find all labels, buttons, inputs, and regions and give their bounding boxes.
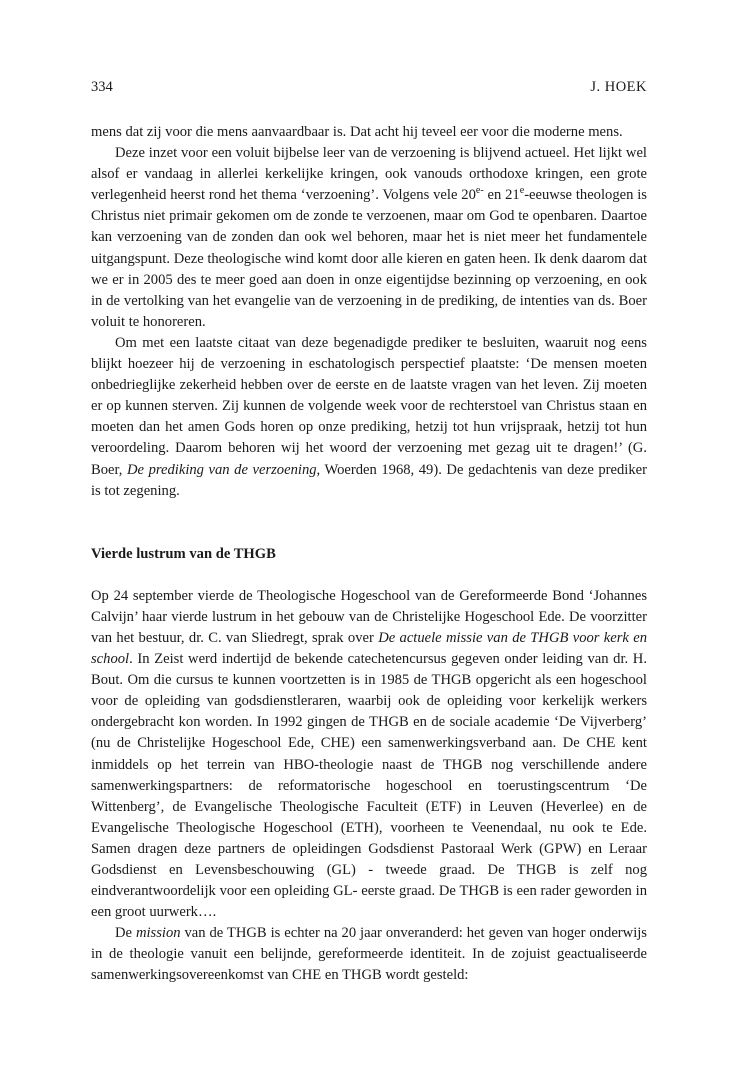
paragraph-verzoening-actueel — [91, 143, 647, 333]
paragraph-text: Om met een laatste citaat van deze begenadigde prediker te besluiten, waaruit nog eens blijkt hoezeer hij de verzoening in eschatologisch perspectief plaatste: ‘De mensen moeten onbedrieglijke zekerheid hebben over de eerste en de laatste vragen van het leven. Zij moeten er op kunnen sterven. Zij kunnen de volgende week voor de rechterstoel van Christus staan en moeten dan het amen Gods horen op onze prediking, hetzij tot hun vrijspraak, hetzij tot hun veroordeling. Daarom behoren wij het woord der verzoening met gezag uit te dragen!’ (G. Boer, — [91, 334, 647, 478]
paragraph-text: Deze inzet voor een voluit bijbelse leer van de verzoening is blijvend actueel. Het lijkt wel alsof er vandaag in allerlei kerkelijke kringen, ook vanouds orthodoxe kringen, een grote verlegenheid heerst rond het thema ‘verzoening’. Volgens vele 20 — [91, 145, 647, 204]
page-header — [91, 79, 647, 99]
section-heading: Vierde lustrum van de THGB — [91, 545, 276, 562]
paragraph-text: mens dat zij voor die mens aanvaardbaar is. Dat acht hij teveel eer voor die moderne mens. — [91, 124, 623, 140]
superscript-ordinal: e — [519, 185, 525, 197]
superscript-ordinal: e- — [475, 185, 484, 197]
paragraph-text: en 21 — [483, 187, 520, 204]
emphasis-mission: mission — [135, 925, 181, 942]
running-head-author: J. HOEK — [590, 79, 647, 95]
body-text — [91, 122, 647, 987]
spacer — [91, 502, 647, 544]
book-title: De prediking van de verzoening, — [127, 461, 321, 478]
paragraph-citaat — [91, 333, 647, 502]
lecture-title: De actuele missie van de THGB voor kerk en school — [91, 629, 648, 668]
paragraph-text: . In Zeist werd indertijd de bekende catechetencursus gegeven onder leiding van dr. H. Bout. Om die cursus te kunnen voortzetten is in 1985 de THGB opgericht als een hogeschool voor de opleiding van godsdienstleraren, waarbij ook de opleiding voor kerkelijk werkers ondergebracht kon worden. In 1992 gingen de THGB en de sociale academie ‘De Vijverberg’ (nu de Christelijke Hogeschool Ede, CHE) een samenwerkingsverband aan. De CHE kent inmiddels op het terrein van HBO-theologie naast de THGB nog verschillende andere samenwerkingspartners: de reformatorische hogeschool en toerustingscentrum ‘De Wittenberg’, de Evangelische Theologische Faculteit (ETF) in Leuven (Heverlee) en de Evangelische Theologische Hogeschool (ETH), voorheen te Veenendaal, nu ook te Ede. Samen dragen deze partners de opleidingen Godsdienst Pastoraal Werk (GPW) en Leraar Godsdienst en Levensbeschouwing (GL) - tweede graad. De THGB is zelf nog eindverantwoordelijk voor een opleiding GL- eerste graad. De THGB is een rader geworden in een groot uurwerk…. — [91, 651, 647, 921]
paragraph-text: Woerden 1968, 49). De gedachtenis van deze prediker is tot zegening. — [91, 461, 647, 499]
paragraph-lustrum — [91, 586, 647, 924]
paragraph-continuation — [91, 122, 647, 143]
paragraph-text: Op 24 september vierde de Theologische Hogeschool van de Gereformeerde Bond ‘Johannes Calvijn’ haar vierde lustrum in het gebouw van de Christelijke Hogeschool Ede. De voorzitter van het bestuur, dr. C. van Sliedregt, sprak over — [91, 587, 647, 646]
paragraph-text: -eeuwse theologen is Christus niet primair gekomen om de zonde te verzoenen, maar om God te openbaren. Daartoe kan verzoening van de zonden dan ook wel behoren, maar het is niet meer het fundamentele uitgangspunt. Deze theologische wind komt door alle kieren en gaten heen. Ik denk daarom dat we er in 2005 des te meer goed aan doen in onze eigentijdse bezinning op verzoening, en ook in de vertolking van het evangelie van de verzoening in de prediking, de intenties van ds. Boer voluit te honoreren. — [91, 187, 648, 330]
paragraph-mission — [91, 923, 647, 986]
paragraph-text: van de THGB is echter na 20 jaar onveranderd: het geven van hoger onderwijs in de theologie vanuit een belijnde, gereformeerde identiteit. In de zojuist geactualiseerde samenwerkingsovereenkomst van CHE en THGB wordt gesteld: — [91, 925, 647, 984]
page-number: 334 — [91, 79, 113, 95]
spacer — [91, 565, 647, 586]
paragraph-text: De — [115, 925, 136, 942]
